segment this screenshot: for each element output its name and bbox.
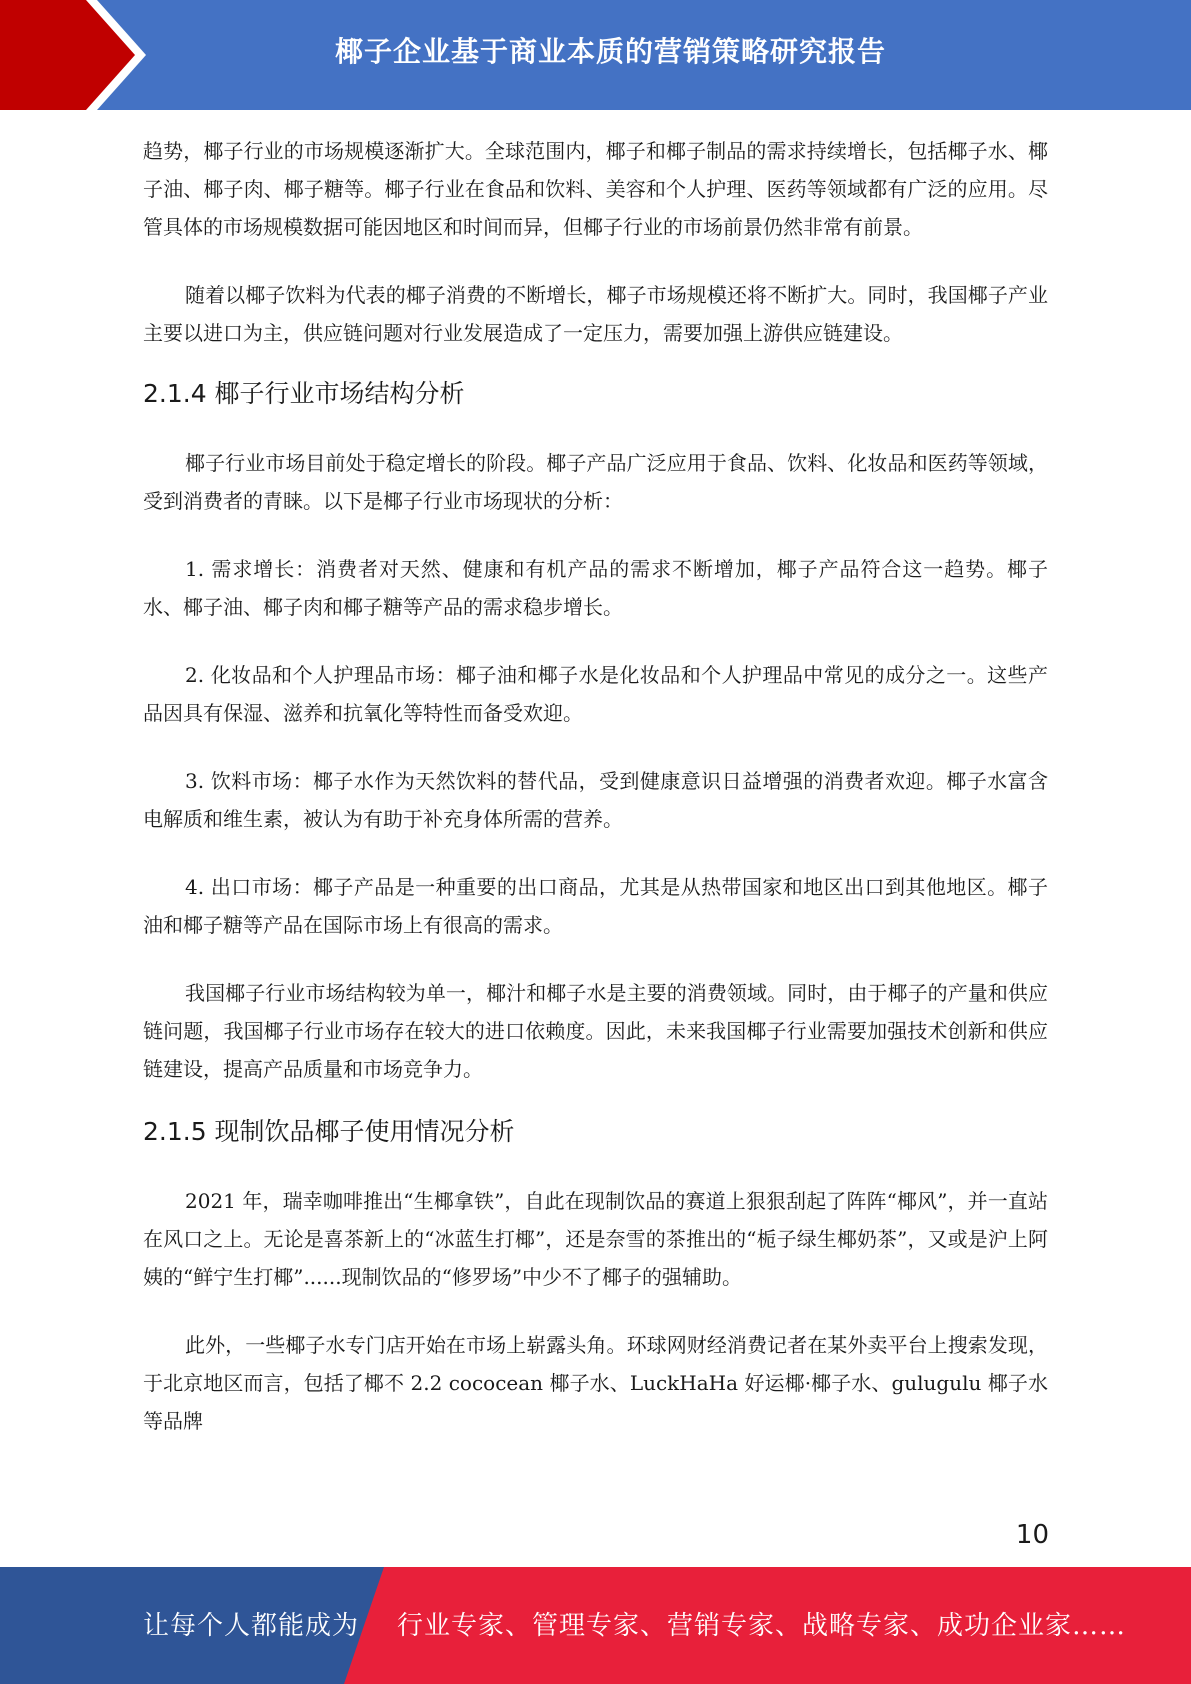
report-title: 椰子企业基于商业本质的营销策略研究报告 — [334, 35, 886, 68]
section-heading-2-1-5: 2.1.5 现制饮品椰子使用情况分析 — [143, 1117, 515, 1146]
paragraph-coconut-water-stores: 此外，一些椰子水专门店开始在市场上崭露头角。环球网财经消费记者在某外卖平台上搜索发现，于北京地区而言，包括了椰不 2.2 cococean 椰子水、LuckHaHa 好运椰·椰子水、gulugulu 椰子水等品牌 — [143, 1333, 1048, 1433]
paragraph-market-status: 椰子行业市场目前处于稳定增长的阶段。椰子产品广泛应用于食品、饮料、化妆品和医药等领域，受到消费者的青睐。以下是椰子行业市场现状的分析： — [143, 451, 1048, 513]
document-body — [143, 132, 1048, 1440]
page-header — [0, 0, 1191, 110]
list-item-export-market: 4. 出口市场：椰子产品是一种重要的出口商品，尤其是从热带国家和地区出口到其他地区。椰子油和椰子糖等产品在国际市场上有很高的需求。 — [143, 875, 1048, 937]
paragraph-consumption-growth: 随着以椰子饮料为代表的椰子消费的不断增长，椰子市场规模还将不断扩大。同时，我国椰子产业主要以进口为主，供应链问题对行业发展造成了一定压力，需要加强上游供应链建设。 — [143, 283, 1048, 345]
paragraph-fresh-drinks: 2021 年，瑞幸咖啡推出“生椰拿铁”，自此在现制饮品的赛道上狠狠刮起了阵阵“椰风”，并一直站在风口之上。无论是喜茶新上的“冰蓝生打椰”，还是奈雪的茶推出的“栀子绿生椰奶茶”，又或是沪上阿姨的“鲜宁生打椰”......现制饮品的“修罗场”中少不了椰子的强辅助。 — [143, 1189, 1048, 1289]
page-number: 10 — [1015, 1520, 1049, 1550]
paragraph-market-trend: 趋势，椰子行业的市场规模逐渐扩大。全球范围内，椰子和椰子制品的需求持续增长，包括椰子水、椰子油、椰子肉、椰子糖等。椰子行业在食品和饮料、美容和个人护理、医药等领域都有广泛的应用。尽管具体的市场规模数据可能因地区和时间而异，但椰子行业的市场前景仍然非常有前景。 — [143, 139, 1048, 239]
list-item-cosmetics-market: 2. 化妆品和个人护理品市场：椰子油和椰子水是化妆品和个人护理品中常见的成分之一。这些产品因具有保湿、滋养和抗氧化等特性而备受欢迎。 — [143, 663, 1048, 725]
paragraph-market-structure: 我国椰子行业市场结构较为单一，椰汁和椰子水是主要的消费领域。同时，由于椰子的产量和供应链问题，我国椰子行业市场存在较大的进口依赖度。因此，未来我国椰子行业需要加强技术创新和供应链建设，提高产品质量和市场竞争力。 — [143, 981, 1048, 1081]
page-footer — [0, 1567, 1191, 1684]
list-item-demand-growth: 1. 需求增长：消费者对天然、健康和有机产品的需求不断增加，椰子产品符合这一趋势。椰子水、椰子油、椰子肉和椰子糖等产品的需求稳步增长。 — [143, 557, 1048, 619]
section-heading-2-1-4: 2.1.4 椰子行业市场结构分析 — [143, 379, 465, 408]
footer-slogan-left: 让每个人都能成为 — [143, 1611, 360, 1641]
footer-slogan-right: 行业专家、管理专家、营销专家、战略专家、成功企业家…… — [397, 1611, 1127, 1641]
list-item-beverage-market: 3. 饮料市场：椰子水作为天然饮料的替代品，受到健康意识日益增强的消费者欢迎。椰子水富含电解质和维生素，被认为有助于补充身体所需的营养。 — [143, 769, 1048, 831]
